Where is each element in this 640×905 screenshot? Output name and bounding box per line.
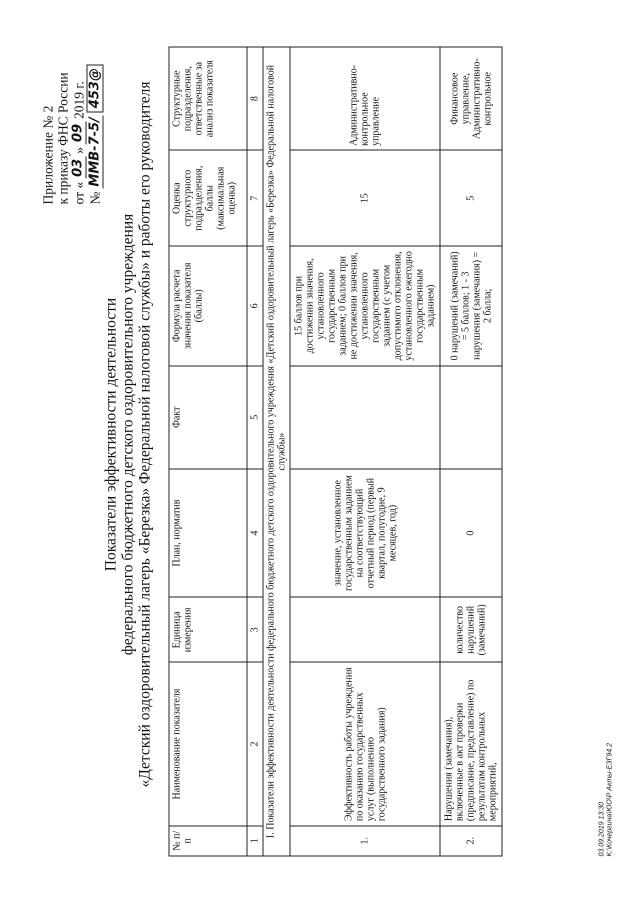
row-score: 15 <box>290 150 440 246</box>
row-dept: Финансовое управление, Административно-контрольное <box>440 47 502 150</box>
table-row <box>290 47 440 856</box>
header-formula: Формула расчета значения показателя (баллы) <box>169 246 247 366</box>
section-heading: I. Показатели эффективности деятельности федерального бюджетного детского оздоровительного учреждения «Детский оздоровительный лагерь «Березка» Федеральной налоговой службы» <box>263 47 290 856</box>
row-dept: Административно-контрольное управление <box>290 47 440 150</box>
appendix-date <box>71 5 87 205</box>
number-boxed: 453@ <box>87 64 104 112</box>
col-number: 8 <box>247 47 263 150</box>
column-number-row <box>247 47 263 856</box>
date-month: 09 <box>70 123 86 143</box>
row-num: 1. <box>290 826 440 856</box>
section-row <box>263 47 290 856</box>
indicators-table <box>169 47 503 857</box>
date-year: 2019 г. <box>71 81 86 119</box>
table-row <box>440 47 502 856</box>
number-prefix: № <box>87 191 103 205</box>
row-plan: 0 <box>440 469 502 597</box>
col-number: 5 <box>247 366 263 469</box>
header-score: Оценка структурного подразделения, баллы (максимальная оценка) <box>169 150 247 246</box>
row-fact <box>290 366 440 469</box>
appendix-title: Приложение № 2 <box>40 105 56 205</box>
appendix-number <box>87 5 104 205</box>
scanned-page <box>1 0 640 905</box>
col-number: 1 <box>247 826 263 856</box>
row-plan: значение, установленное государственным заданием на соответствующий отчетный период (первый квартал, полугодие, 9 месяцев, год) <box>290 469 440 597</box>
date-prefix: от « <box>71 181 86 205</box>
header-plan: План, норматив <box>169 469 247 597</box>
title-line-3: «Детский оздоровительный лагерь «Березка» Федеральной налоговой службы» и работы его руководителя <box>136 81 154 788</box>
header-fact: Факт <box>169 366 247 469</box>
header-row <box>169 47 247 856</box>
appendix-order: к приказу ФНС России <box>55 72 71 205</box>
number-handwritten: ММВ-7-5/ <box>87 117 102 187</box>
row-formula: 15 баллов при достижении значения, установленного государственным заданием; 0 баллов при не достижении значения, установленного государственным заданием (с учетом допустимого отклонения, установленного ежегодно государственным заданием) <box>290 246 440 366</box>
header-name: Наименование показателя <box>169 662 247 825</box>
document-title <box>103 55 154 815</box>
col-number: 4 <box>247 469 263 597</box>
footer-path: K:\Кочергина\ЮО\Р Акты-ЕЗГ94.2 <box>606 743 614 857</box>
appendix-block <box>41 5 104 205</box>
row-fact <box>440 366 502 469</box>
footer-timestamp: 03.09.2019 13:30 <box>598 802 606 857</box>
col-number: 2 <box>247 662 263 825</box>
col-number: 7 <box>247 150 263 246</box>
date-mid: » <box>71 147 86 154</box>
title-line-1: Показатели эффективности деятельности <box>102 297 120 572</box>
date-day: 03 <box>70 158 86 177</box>
row-unit <box>290 597 440 662</box>
header-unit: Единица измерения <box>169 597 247 662</box>
header-dept: Структурные подразделения, ответственные за анализ показателя <box>169 47 247 150</box>
row-name: Эффективность работы учреждения по оказанию государственных услуг (выполнению государственного задания) <box>290 662 440 825</box>
title-line-2: федерального бюджетного детского оздоровительного учреждения <box>119 213 137 656</box>
col-number: 3 <box>247 597 263 662</box>
file-footer <box>599 743 615 856</box>
header-num: № п/п <box>169 826 247 856</box>
row-num: 2. <box>440 826 502 856</box>
row-name: Нарушения (замечания), включенные в акт проверки (предписание, представление) по результатам контрольных мероприятий, <box>440 662 502 825</box>
row-score: 5 <box>440 150 502 246</box>
row-unit: количество нарушений (замечаний) <box>440 597 502 662</box>
col-number: 6 <box>247 246 263 366</box>
row-formula: 0 нарушений (замечаний) = 5 баллов; 1 - 3 нарушения (замечания) = 2 балла; <box>440 246 502 366</box>
